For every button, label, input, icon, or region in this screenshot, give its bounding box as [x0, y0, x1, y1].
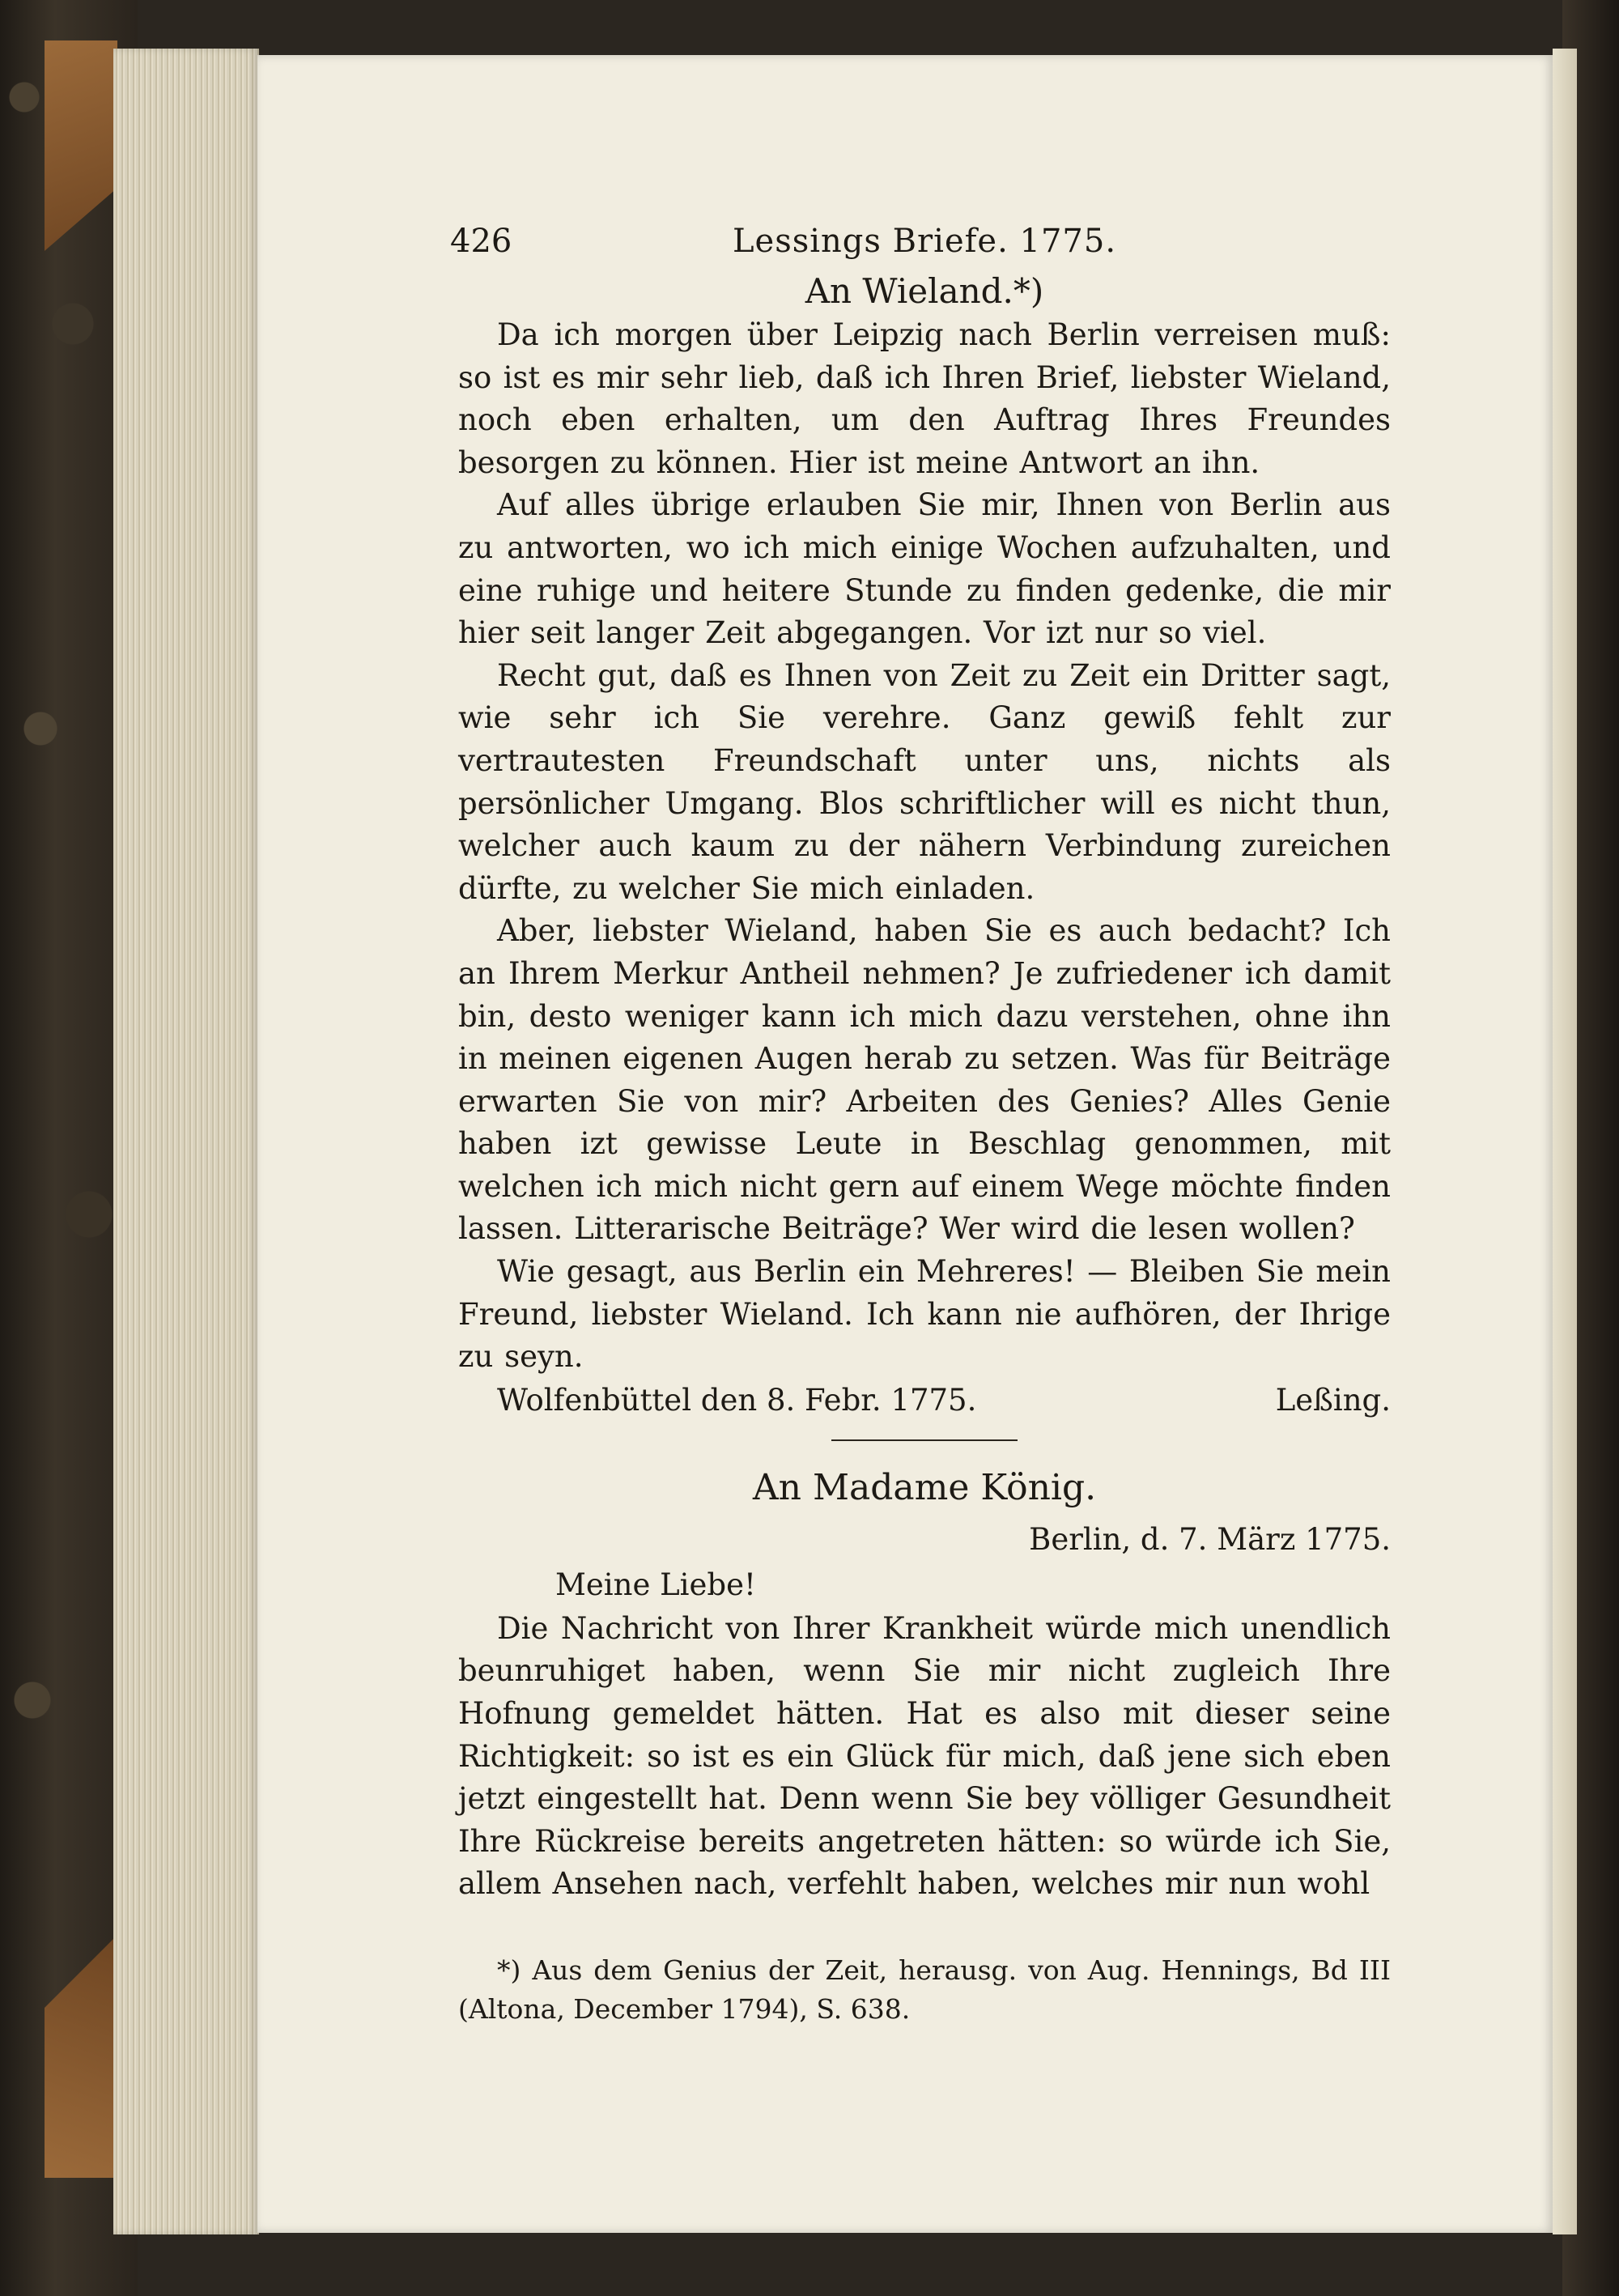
paragraph: Die Nachricht von Ihrer Krankheit würde mich unendlich beunruhiget haben, wenn Sie mir nicht zugleich Ihre Hofnung gemeldet hätten. Hat es also mit dieser seine Richtigkeit: so ist es ein Glück für mich, daß jene sich eben jetzt eingestellt hat. Denn wenn Sie bey völliger Gesundheit Ihre Rückreise bereits angetreten hätten: so würde ich Sie, allem Ansehen nach, verfehlt haben, welches mir nun wohl: [458, 1610, 1391, 1902]
next-page-edge: [1553, 49, 1577, 2234]
running-title: Lessings Briefe. 1775.: [732, 223, 1117, 260]
book-page: [257, 55, 1553, 2233]
signoff-place-date: Wolfenbüttel den 8. Febr. 1775.: [497, 1382, 977, 1418]
page-edges: [113, 49, 259, 2234]
section-divider: [831, 1439, 1018, 1441]
paragraph: Wie gesagt, aus Berlin ein Mehreres! — Bleiben Sie mein Freund, liebster Wieland. Ich kann nie aufhören, der Ihrige zu seyn.: [458, 1254, 1391, 1375]
letter-title-wieland: An Wieland.*): [805, 271, 1044, 311]
salutation: Meine Liebe!: [555, 1567, 756, 1602]
paragraph: Da ich morgen über Leipzig nach Berlin verreisen muß: so ist es mir sehr lieb, daß ich Ihren Brief, liebster Wieland, noch eben erhalten, um den Auftrag Ihres Freundes besorgen zu können. Hier ist meine Antwort an ihn.: [458, 317, 1391, 480]
signoff-name: Leßing.: [1275, 1382, 1391, 1418]
text-block: [450, 217, 1391, 2025]
letter-title-koenig: An Madame König.: [752, 1466, 1097, 1508]
paragraph: Recht gut, daß es Ihnen von Zeit zu Zeit ein Dritter sagt, wie sehr ich Sie verehre. Ganz gewiß fehlt zur vertrautesten Freundschaft unter uns, nichts als persönlicher Umgang. Blos schriftlicher will es nicht thun, welcher auch kaum zu der nähern Verbindung zureichen dürfte, zu welcher Sie mich einladen.: [458, 657, 1391, 906]
paragraph: Aber, liebster Wieland, haben Sie es auch bedacht? Ich an Ihrem Merkur Antheil nehmen? Je zufriedener ich damit bin, desto weniger kann ich mich dazu verstehen, ohne ihn in meinen eigenen Augen herab zu setzen. Was für Beiträge erwarten Sie von mir? Arbeiten des Genies? Alles Genie haben izt gewisse Leute in Beschlag genommen, mit welchen ich mich nicht gern auf einem Wege möchte finden lassen. Litterarische Beiträge? Wer wird die lesen wollen?: [458, 913, 1391, 1247]
signoff: [458, 1379, 1391, 1422]
page-number: 426: [450, 223, 512, 260]
paragraph: Auf alles übrige erlauben Sie mir, Ihnen von Berlin aus zu antworten, wo ich mich einige Wochen aufzuhalten, und eine ruhige und heitere Stunde zu finden gedenke, die mir hier seit langer Zeit abgegangen. Vor izt nur so viel.: [458, 487, 1391, 651]
footnote: *) Aus dem Genius der Zeit, herausg. von Aug. Hennings, Bd III (Altona, December 1794), S. 638.: [458, 1954, 1391, 2025]
running-head: [450, 217, 1391, 266]
dateline: Berlin, d. 7. März 1775.: [1029, 1521, 1391, 1557]
